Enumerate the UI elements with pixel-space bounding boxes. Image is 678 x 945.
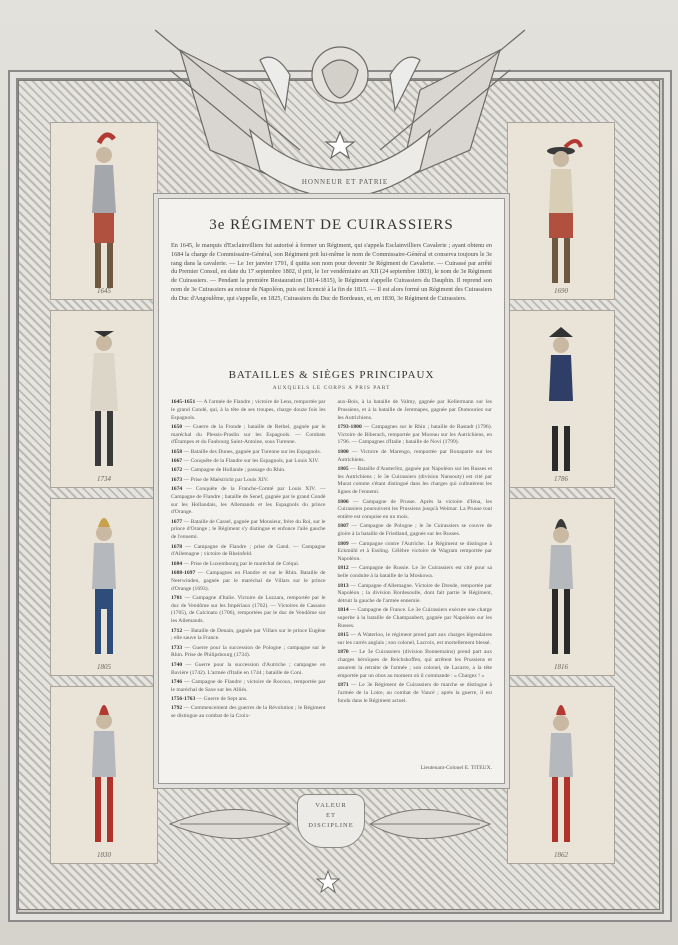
battle-year: 1807	[337, 523, 349, 530]
battle-entry	[338, 424, 493, 447]
battle-year: 1806	[337, 498, 349, 505]
battle-year: 1793-1800	[337, 423, 362, 430]
battle-year: 1673	[171, 476, 183, 483]
battle-entry	[338, 583, 493, 606]
battle-entry	[171, 544, 326, 560]
battles-columns	[171, 399, 492, 754]
battle-text: — Guerre de la Fronde ; bataille de Rethel, gagnée par le maréchal du Plessis-Praslin sur les Espagnols. — Combats d'Étampes et du Faubourg Saint-Antoine, sous Turenne.	[171, 423, 326, 446]
battle-year: 1733	[171, 644, 183, 651]
battle-text: — Campagnes en Flandre et sur le Rhin. Bataille de Neerwinden, gagnée par le maréchal de Villars sur le prince d'Orange (1693).	[171, 569, 326, 592]
battle-text: — Campagne de Prusse. Après la victoire d'Iéna, les Cuirassiers poursuivent les Prussiens jusqu'à Weimar. La Prusse tout entière est conquise en un mois.	[337, 498, 492, 521]
battle-text: — Bataille de Denain, gagnée par Villars sur le prince Eugène ; elle sauve la France.	[171, 627, 326, 642]
battle-year: 1684	[171, 560, 183, 567]
plate-soldier-1	[50, 122, 158, 300]
star-emblem-icon	[316, 870, 340, 894]
battle-text: — Bataille des Dunes, gagnée par Turenne sur les Espagnols.	[182, 448, 322, 455]
cuirassier-figure-icon	[51, 311, 157, 487]
battle-entry	[171, 424, 326, 447]
battle-entry	[338, 632, 493, 648]
battles-title: BATAILLES & SIÈGES PRINCIPAUX	[228, 369, 435, 381]
battle-entry	[171, 570, 326, 593]
battle-year: 1678	[171, 543, 183, 550]
battle-entry	[338, 523, 493, 539]
battle-text: — Campagne de France. Le 3e Cuirassiers exécute une charge superbe à la bataille de Champaubert, gagnée par Napoléon sur les Russes.	[337, 607, 492, 630]
plate-soldier-4	[50, 686, 158, 864]
plate-year: 1862	[554, 851, 568, 859]
battle-text: — Guerre pour la succession d'Autriche ; campagne en Bavière (1742). L'armée d'Italie en 1744 ; bataille de Coni.	[171, 661, 326, 676]
plate-year: 1734	[97, 475, 111, 483]
plate-soldier-3	[50, 498, 158, 676]
battle-text: — Guerre pour la succession de Pologne ; campagne sur le Rhin. Prise de Philipsbourg (1734).	[171, 644, 326, 659]
battle-year: 1814	[337, 607, 349, 614]
battle-entry	[171, 595, 326, 626]
battle-year: 1870	[337, 649, 349, 656]
battle-year: 1756-1763	[171, 695, 196, 702]
battle-text: — Campagne de Flandre ; prise de Gand. — Campagne d'Allemagne ; victoire de Rheinfeld.	[171, 543, 326, 558]
battle-entry	[338, 607, 493, 630]
battle-text: — Campagne contre l'Autriche. Le Régiment se distingue à Eckmühl et à Essling. Célèbre victoire de Wagram remportée par Napoléon.	[337, 540, 492, 563]
battle-entry	[338, 466, 493, 497]
battle-text: — Campagnes sur le Rhin ; bataille de Rastadt (1796). Victoire de Biberach, remportée par Moreau sur les Autrichiens, en 1796. — Campagnes d'Italie ; bataille de Novi (1799).	[337, 423, 492, 446]
cuirassier-figure-icon	[508, 311, 614, 487]
battle-entry	[171, 519, 326, 542]
battle-year: 1813	[337, 582, 349, 589]
battle-text: — Prise de Maëstricht par Louis XIV.	[182, 476, 269, 483]
plate-year: 1690	[554, 287, 568, 295]
battle-year: 1688-1697	[171, 569, 196, 576]
battle-text: — Commencement des guerres de la Révolution ; le Régiment se distingue au combat de la Croix-	[171, 705, 326, 719]
battle-text: — Victoire de Marengo, remportée par Bonaparte sur les Autrichiens.	[337, 448, 492, 463]
battles-list-right	[338, 399, 493, 754]
battle-entry	[338, 649, 493, 680]
battle-entry	[171, 645, 326, 661]
battle-entry	[171, 486, 326, 517]
battle-year: 1815	[337, 632, 349, 639]
battle-entry	[171, 662, 326, 678]
cuirassier-figure-icon	[51, 687, 157, 863]
battles-list-left	[171, 399, 326, 754]
battle-entry	[171, 561, 326, 569]
cuirassier-figure-icon	[508, 123, 614, 299]
battle-entry	[171, 705, 326, 721]
intro-paragraph: En 1645, le marquis d'Esclainvilliers fut autorisé à former un Régiment, qui s'appela Esclainvilliers Cavalerie ; ayant obtenu en 1684 la charge de Commissaire-Général, son Régiment prit lui-même le nom de Commissaire-Général et conserva toujours le 3e rang dans la cavalerie. — Le 1er janvier 1791, il quitta son nom pour devenir 3e Régiment de Cavalerie. — Cuirassé par arrêté du Premier Consul, en date du 17 septembre 1802, il prit, le 1er vendémiaire an XII (24 septembre 1803), le nom de 3e Régiment de Cuirassiers. — Pendant la première Restauration (1814-1815), le Régiment s'appelle Cuirassiers du Dauphin. Il reprend son nom de 3e Cuirassiers au retour de Napoléon, puis est licencié à la fin de 1815. — Il est alors formé un Régiment des Cuirassiers du Duc d'Angoulême, qui s'appelle, en 1825, Cuirassiers du Duc de Bordeaux, et, en 1830, 3e Régiment de Cuirassiers.	[171, 242, 492, 302]
battle-year: 1658	[171, 448, 183, 455]
battle-entry	[338, 449, 493, 465]
cuirassier-figure-icon	[51, 499, 157, 675]
battle-entry	[338, 565, 493, 581]
battle-entry	[171, 449, 326, 457]
battle-year: 1674	[171, 485, 183, 492]
motto-line: VALEUR	[315, 802, 347, 809]
battles-subtitle: AUXQUELS LE CORPS A PRIS PART	[272, 385, 391, 391]
battle-year: 1645-1651	[171, 399, 196, 405]
plate-year: 1830	[97, 851, 111, 859]
plate-year: 1645	[97, 287, 111, 295]
battle-year: 1740	[171, 661, 183, 668]
battle-text: — Le 3e Cuirassiers (division Bonnemains) prend part aux charges héroïques de Reichshoffen, qui arrêtent les Prussiens et assurent la retraite de l'armée ; son colonel, de Lacarre, a la tête emportée par un obus au moment où il commande : « Chargez ! »	[337, 649, 492, 679]
battle-entry	[171, 458, 326, 466]
battle-text: — Campagne d'Allemagne. Victoire de Dresde, remportée par Napoléon ; la division Bordesoulle, dont fait partie le Régiment, détruit la gauche de l'armée ennemie.	[337, 582, 492, 605]
battle-year: 1805	[337, 465, 349, 472]
battle-text: — Campagne d'Italie. Victoire de Luzzara, remportée par le duc de Vendôme sur les Impériaux (1702). — Victoires de Cassano (1705), de Calcinato (1706), remportées par le duc de Vendôme sur les Allemands.	[171, 594, 326, 625]
battle-year: 1800	[337, 448, 349, 455]
battle-entry	[171, 467, 326, 475]
battle-text: — Conquête de la Franche-Comté par Louis XIV. — Campagne de Flandre ; bataille de Senef, gagnée par le grand Condé sur les Hollandais, les Allemands et les Espagnols du prince d'Orange.	[171, 485, 326, 516]
battle-year: 1871	[337, 682, 349, 689]
battle-entry	[171, 399, 326, 422]
battle-text: — Prise de Luxembourg par le maréchal de Créqui.	[182, 560, 300, 567]
battle-year: 1712	[171, 627, 183, 634]
page-title: 3e RÉGIMENT DE CUIRASSIERS	[209, 217, 454, 233]
battle-text: — Bataille de Cassel, gagnée par Monsieur, frère du Roi, sur le prince d'Orange ; le Régiment s'y distingue et enfonce l'aile gauche de l'ennemi.	[171, 518, 326, 541]
center-text-panel	[158, 198, 505, 784]
battle-entry	[171, 628, 326, 644]
plate-soldier-7	[507, 498, 615, 676]
battle-year: 1809	[337, 540, 349, 547]
battle-text: — A Waterloo, le régiment prend part aux charges légendaires sur les carrés anglais ; son colonel, Lacroix, est mortellement blessé.	[337, 632, 492, 647]
battle-text: — A l'armée de Flandre ; victoire de Lens, remportée par le grand Condé, qui, à la tête de ses troupes, charge douze fois les Espagnols.	[171, 399, 326, 421]
battle-text: — Guerre de Sept ans.	[195, 695, 248, 702]
left-plates	[50, 112, 156, 872]
battle-year: 1746	[171, 678, 183, 685]
battle-year: 1701	[171, 594, 183, 601]
motto-bottom-shield	[297, 794, 365, 848]
battle-entry	[338, 399, 493, 422]
battle-entry	[171, 696, 326, 704]
cuirassier-figure-icon	[51, 123, 157, 299]
plate-year: 1816	[554, 663, 568, 671]
battle-year: 1667	[171, 458, 183, 465]
battle-entry	[338, 682, 493, 705]
battle-entry	[338, 499, 493, 522]
battle-text: — Campagne de Pologne ; le 3e Cuirassiers se couvre de gloire à la bataille de Friedland, gagnée sur les Russes.	[337, 523, 492, 538]
battle-text: — Bataille d'Austerlitz, gagnée par Napoléon sur les Russes et les Autrichiens ; le 3e Cuirassiers (division Nansouty) est cité par Murat comme s'étant distingué dans les charges qui culbutèrent les lignes de l'ennemi.	[337, 465, 492, 496]
battle-entry	[171, 679, 326, 695]
plate-year: 1786	[554, 475, 568, 483]
battle-year: 1812	[337, 565, 349, 572]
battle-text: — Conquête de la Flandre sur les Espagnols, par Louis XIV.	[182, 458, 319, 465]
signature: Lieutenant-Colonel E. TITEUX.	[420, 765, 492, 771]
battle-year: 1792	[171, 705, 183, 712]
battle-text: — Le 3e Régiment de Cuirassiers de marche se distingue à l'armée de la Loire, au combat de Vancé ; après la guerre, il est fondu dans le Régiment actuel.	[337, 682, 492, 704]
battle-text: — Campagne de Flandre ; victoire de Rocoux, remportée par le maréchal de Saxe sur les Alliés.	[171, 678, 326, 693]
battle-year: 1672	[171, 467, 183, 474]
battle-year: 1677	[171, 518, 183, 525]
battle-text: — Campagne de Hollande ; passage du Rhin.	[182, 467, 286, 474]
battle-text: aux-Bois, à la bataille de Valmy, gagnée par Kellermann sur les Prussiens, et à la bataille de Jemmapes, gagnée par Dumouriez sur les Autrichiens.	[337, 399, 492, 421]
plate-soldier-6	[507, 310, 615, 488]
plate-soldier-2	[50, 310, 158, 488]
battle-year: 1650	[171, 423, 183, 430]
battle-text: — Campagne de Russie. Le 3e Cuirassiers est cité pour sa belle conduite à la bataille de la Moskowa.	[337, 565, 492, 580]
cuirassier-figure-icon	[508, 687, 614, 863]
battle-entry	[171, 477, 326, 485]
cuirassier-figure-icon	[508, 499, 614, 675]
plate-year: 1805	[97, 663, 111, 671]
motto-top: HONNEUR ET PATRIE	[301, 178, 389, 186]
plate-soldier-5	[507, 122, 615, 300]
motto-line: DISCIPLINE	[308, 822, 354, 829]
plate-soldier-8	[507, 686, 615, 864]
right-plates	[507, 112, 613, 872]
motto-line: ET	[326, 812, 336, 819]
battle-entry	[338, 541, 493, 564]
